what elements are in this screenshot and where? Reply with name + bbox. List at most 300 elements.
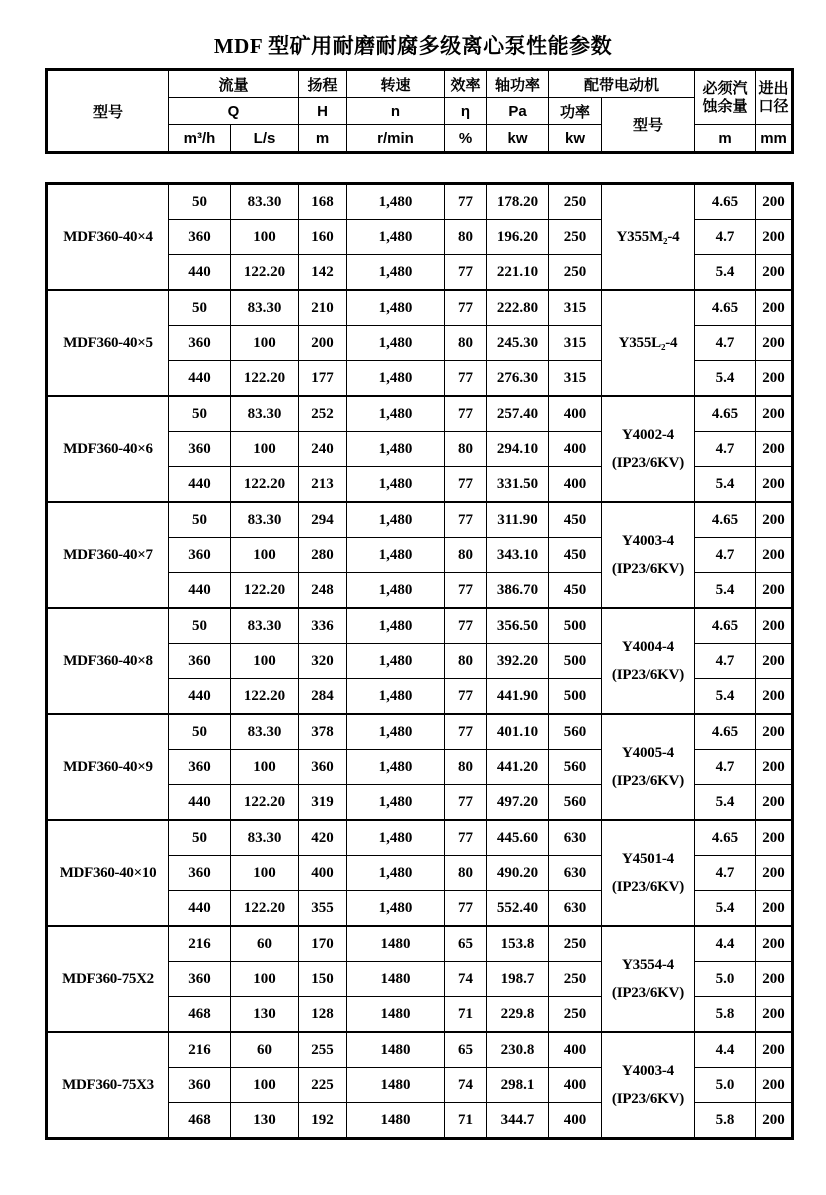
cell-flow-ls: 122.20: [231, 679, 299, 715]
cell-shaft-power: 221.10: [487, 255, 549, 291]
motor-model-line: Y4003-4: [622, 532, 674, 549]
cell-speed: 1,480: [347, 644, 445, 679]
cell-head: 170: [299, 926, 347, 962]
cell-flow-ls: 100: [231, 538, 299, 573]
cell-npsh: 4.7: [695, 644, 756, 679]
motor-model-line: Y4004-4: [622, 638, 674, 655]
cell-motor-power: 250: [549, 255, 602, 291]
cell-shaft-power: 392.20: [487, 644, 549, 679]
cell-shaft-power: 298.1: [487, 1068, 549, 1103]
cell-shaft-power: 198.7: [487, 962, 549, 997]
cell-motor-power: 400: [549, 432, 602, 467]
cell-motor-power: 560: [549, 714, 602, 750]
cell-efficiency: 80: [445, 326, 487, 361]
header-flow-unit-m3h: m³/h: [169, 125, 231, 153]
cell-shaft-power: 331.50: [487, 467, 549, 503]
cell-shaft-power: 230.8: [487, 1032, 549, 1068]
cell-flow-ls: 83.30: [231, 502, 299, 538]
cell-speed: 1,480: [347, 608, 445, 644]
cell-efficiency: 77: [445, 714, 487, 750]
header-port-unit: mm: [756, 125, 793, 153]
motor-model-line: (IP23/6KV): [611, 667, 685, 683]
cell-shaft-power: 222.80: [487, 290, 549, 326]
table-row: [47, 290, 793, 326]
cell-flow-m3h: 468: [169, 997, 231, 1033]
cell-speed: 1,480: [347, 750, 445, 785]
cell-npsh: 5.8: [695, 1103, 756, 1139]
cell-speed: 1,480: [347, 891, 445, 927]
cell-flow-ls: 83.30: [231, 714, 299, 750]
cell-motor-power: 315: [549, 326, 602, 361]
cell-shaft-power: 344.7: [487, 1103, 549, 1139]
cell-motor-power: 250: [549, 184, 602, 220]
cell-flow-m3h: 468: [169, 1103, 231, 1139]
cell-flow-m3h: 50: [169, 608, 231, 644]
cell-flow-m3h: 50: [169, 502, 231, 538]
cell-port-diameter: 200: [756, 891, 793, 927]
cell-shaft-power: 178.20: [487, 184, 549, 220]
cell-head: 210: [299, 290, 347, 326]
cell-motor-power: 560: [549, 785, 602, 821]
motor-model-cell: [602, 396, 695, 502]
motor-model-line: Y4005-4: [622, 744, 674, 761]
cell-port-diameter: 200: [756, 467, 793, 503]
cell-efficiency: 74: [445, 1068, 487, 1103]
header-npsh: [695, 70, 756, 125]
cell-npsh: 4.65: [695, 608, 756, 644]
cell-head: 280: [299, 538, 347, 573]
cell-efficiency: 74: [445, 962, 487, 997]
cell-npsh: 5.4: [695, 785, 756, 821]
cell-efficiency: 77: [445, 573, 487, 609]
cell-efficiency: 80: [445, 220, 487, 255]
motor-model-cell: [602, 926, 695, 1032]
cell-head: 240: [299, 432, 347, 467]
cell-port-diameter: 200: [756, 502, 793, 538]
motor-model-cell: [602, 502, 695, 608]
cell-shaft-power: 356.50: [487, 608, 549, 644]
cell-npsh: 4.65: [695, 184, 756, 220]
cell-head: 225: [299, 1068, 347, 1103]
cell-flow-ls: 83.30: [231, 184, 299, 220]
cell-npsh: 4.7: [695, 856, 756, 891]
cell-npsh: 5.0: [695, 962, 756, 997]
cell-speed: 1,480: [347, 679, 445, 715]
cell-speed: 1,480: [347, 396, 445, 432]
cell-port-diameter: 200: [756, 361, 793, 397]
cell-efficiency: 77: [445, 396, 487, 432]
cell-shaft-power: 153.8: [487, 926, 549, 962]
header-head-unit: m: [299, 125, 347, 153]
cell-shaft-power: 311.90: [487, 502, 549, 538]
cell-port-diameter: 200: [756, 538, 793, 573]
cell-motor-power: 630: [549, 891, 602, 927]
cell-efficiency: 77: [445, 467, 487, 503]
cell-flow-ls: 130: [231, 1103, 299, 1139]
cell-efficiency: 80: [445, 750, 487, 785]
cell-shaft-power: 276.30: [487, 361, 549, 397]
cell-speed: 1,480: [347, 361, 445, 397]
cell-head: 360: [299, 750, 347, 785]
page-title: MDF 型矿用耐磨耐腐多级离心泵性能参数: [213, 34, 613, 58]
cell-head: 320: [299, 644, 347, 679]
table-row: [47, 608, 793, 644]
cell-head: 150: [299, 962, 347, 997]
cell-motor-power: 400: [549, 396, 602, 432]
cell-efficiency: 77: [445, 820, 487, 856]
cell-npsh: 4.7: [695, 326, 756, 361]
cell-speed: 1,480: [347, 220, 445, 255]
cell-port-diameter: 200: [756, 679, 793, 715]
cell-efficiency: 80: [445, 432, 487, 467]
motor-model-line: (IP23/6KV): [611, 773, 685, 789]
cell-flow-ls: 100: [231, 432, 299, 467]
cell-shaft-power: 552.40: [487, 891, 549, 927]
motor-model-cell: [602, 184, 695, 291]
cell-npsh: 4.7: [695, 432, 756, 467]
cell-npsh: 4.65: [695, 290, 756, 326]
cell-motor-power: 400: [549, 1068, 602, 1103]
cell-flow-ls: 100: [231, 750, 299, 785]
cell-motor-power: 315: [549, 290, 602, 326]
header-flow-symbol: Q: [169, 98, 299, 125]
cell-flow-m3h: 440: [169, 891, 231, 927]
cell-npsh: 4.7: [695, 750, 756, 785]
cell-npsh: 4.7: [695, 538, 756, 573]
cell-motor-power: 560: [549, 750, 602, 785]
cell-speed: 1480: [347, 1103, 445, 1139]
motor-model-cell: [602, 820, 695, 926]
cell-port-diameter: 200: [756, 290, 793, 326]
cell-efficiency: 80: [445, 538, 487, 573]
header-port-diameter: [756, 70, 793, 125]
table-row: [47, 184, 793, 220]
header-efficiency-symbol: η: [445, 98, 487, 125]
cell-flow-m3h: 50: [169, 820, 231, 856]
header-row-1: [47, 70, 793, 98]
cell-flow-m3h: 360: [169, 326, 231, 361]
cell-efficiency: 71: [445, 1103, 487, 1139]
cell-flow-ls: 122.20: [231, 891, 299, 927]
cell-head: 177: [299, 361, 347, 397]
cell-flow-ls: 122.20: [231, 255, 299, 291]
table-row: [47, 714, 793, 750]
cell-flow-m3h: 360: [169, 856, 231, 891]
pump-model-cell: MDF360-40×6: [47, 396, 169, 502]
cell-flow-m3h: 50: [169, 184, 231, 220]
pump-model-cell: MDF360-40×10: [47, 820, 169, 926]
cell-head: 200: [299, 326, 347, 361]
cell-head: 142: [299, 255, 347, 291]
cell-port-diameter: 200: [756, 608, 793, 644]
header-motor: 配带电动机: [549, 70, 695, 98]
cell-port-diameter: 200: [756, 573, 793, 609]
cell-flow-ls: 122.20: [231, 785, 299, 821]
cell-npsh: 5.4: [695, 361, 756, 397]
cell-shaft-power: 245.30: [487, 326, 549, 361]
cell-port-diameter: 200: [756, 432, 793, 467]
cell-npsh: 4.65: [695, 502, 756, 538]
header-table: [45, 68, 794, 154]
cell-shaft-power: 196.20: [487, 220, 549, 255]
header-flow-unit-ls: L/s: [231, 125, 299, 153]
cell-flow-ls: 83.30: [231, 608, 299, 644]
motor-model-line: (IP23/6KV): [611, 985, 685, 1001]
cell-flow-ls: 100: [231, 220, 299, 255]
cell-npsh: 5.4: [695, 573, 756, 609]
pump-model-cell: MDF360-75X2: [47, 926, 169, 1032]
cell-flow-m3h: 50: [169, 714, 231, 750]
motor-model-line: (IP23/6KV): [611, 1091, 685, 1107]
cell-npsh: 5.4: [695, 467, 756, 503]
header-motor-power-unit: kw: [549, 125, 602, 153]
header-motor-model: 型号: [602, 98, 695, 153]
header-speed: 转速: [347, 70, 445, 98]
cell-head: 319: [299, 785, 347, 821]
cell-shaft-power: 490.20: [487, 856, 549, 891]
cell-efficiency: 77: [445, 184, 487, 220]
cell-speed: 1480: [347, 926, 445, 962]
cell-port-diameter: 200: [756, 856, 793, 891]
cell-flow-m3h: 440: [169, 573, 231, 609]
cell-flow-m3h: 360: [169, 538, 231, 573]
pump-model-cell: MDF360-40×5: [47, 290, 169, 396]
cell-motor-power: 450: [549, 538, 602, 573]
cell-npsh: 5.4: [695, 679, 756, 715]
cell-port-diameter: 200: [756, 1103, 793, 1139]
cell-npsh: 5.4: [695, 255, 756, 291]
cell-motor-power: 630: [549, 820, 602, 856]
motor-model-line: Y3554-4: [622, 956, 674, 973]
cell-port-diameter: 200: [756, 820, 793, 856]
cell-port-diameter: 200: [756, 714, 793, 750]
header-shaft-power: 轴功率: [487, 70, 549, 98]
cell-flow-ls: 122.20: [231, 361, 299, 397]
cell-speed: 1480: [347, 1032, 445, 1068]
cell-flow-m3h: 360: [169, 432, 231, 467]
cell-shaft-power: 441.90: [487, 679, 549, 715]
cell-speed: 1480: [347, 962, 445, 997]
cell-head: 400: [299, 856, 347, 891]
header-motor-power: 功率: [549, 98, 602, 125]
cell-port-diameter: 200: [756, 220, 793, 255]
cell-flow-ls: 100: [231, 326, 299, 361]
cell-head: 294: [299, 502, 347, 538]
cell-shaft-power: 294.10: [487, 432, 549, 467]
cell-npsh: 4.65: [695, 396, 756, 432]
cell-npsh: 4.4: [695, 1032, 756, 1068]
cell-flow-m3h: 50: [169, 396, 231, 432]
header-efficiency-unit: %: [445, 125, 487, 153]
cell-npsh: 4.65: [695, 714, 756, 750]
cell-flow-m3h: 50: [169, 290, 231, 326]
cell-head: 420: [299, 820, 347, 856]
cell-head: 378: [299, 714, 347, 750]
cell-flow-ls: 122.20: [231, 467, 299, 503]
motor-model-cell: [602, 608, 695, 714]
motor-model-line: Y4003-4: [622, 1062, 674, 1079]
motor-model-line: Y4501-4: [622, 850, 674, 867]
cell-shaft-power: 445.60: [487, 820, 549, 856]
cell-head: 248: [299, 573, 347, 609]
motor-model-line: Y355M₂-4: [616, 228, 680, 245]
cell-flow-m3h: 440: [169, 785, 231, 821]
cell-speed: 1,480: [347, 184, 445, 220]
cell-motor-power: 250: [549, 962, 602, 997]
cell-flow-ls: 100: [231, 644, 299, 679]
cell-npsh: 4.7: [695, 220, 756, 255]
cell-head: 128: [299, 997, 347, 1033]
cell-flow-ls: 60: [231, 1032, 299, 1068]
cell-efficiency: 65: [445, 1032, 487, 1068]
header-npsh-unit: m: [695, 125, 756, 153]
cell-port-diameter: 200: [756, 644, 793, 679]
pump-model-cell: MDF360-40×7: [47, 502, 169, 608]
cell-efficiency: 77: [445, 502, 487, 538]
motor-model-cell: [602, 1032, 695, 1139]
cell-motor-power: 400: [549, 1103, 602, 1139]
cell-npsh: 4.65: [695, 820, 756, 856]
cell-motor-power: 450: [549, 573, 602, 609]
cell-flow-m3h: 216: [169, 1032, 231, 1068]
cell-port-diameter: 200: [756, 962, 793, 997]
cell-flow-m3h: 440: [169, 467, 231, 503]
cell-motor-power: 500: [549, 679, 602, 715]
cell-speed: 1,480: [347, 467, 445, 503]
cell-shaft-power: 497.20: [487, 785, 549, 821]
cell-npsh: 5.8: [695, 997, 756, 1033]
cell-efficiency: 77: [445, 785, 487, 821]
cell-motor-power: 400: [549, 1032, 602, 1068]
pump-model-cell: MDF360-40×4: [47, 184, 169, 291]
cell-port-diameter: 200: [756, 396, 793, 432]
cell-efficiency: 77: [445, 608, 487, 644]
cell-speed: 1,480: [347, 856, 445, 891]
cell-motor-power: 315: [549, 361, 602, 397]
cell-shaft-power: 229.8: [487, 997, 549, 1033]
cell-efficiency: 77: [445, 891, 487, 927]
cell-npsh: 4.4: [695, 926, 756, 962]
cell-speed: 1,480: [347, 432, 445, 467]
cell-flow-ls: 100: [231, 962, 299, 997]
header-port-line1: 进出: [758, 80, 789, 98]
cell-speed: 1,480: [347, 820, 445, 856]
cell-flow-m3h: 360: [169, 1068, 231, 1103]
cell-efficiency: 77: [445, 679, 487, 715]
motor-model-line: Y355L₂-4: [618, 334, 678, 351]
cell-port-diameter: 200: [756, 1032, 793, 1068]
cell-head: 252: [299, 396, 347, 432]
cell-speed: 1,480: [347, 290, 445, 326]
table-row: [47, 1032, 793, 1068]
cell-flow-m3h: 440: [169, 361, 231, 397]
cell-motor-power: 250: [549, 997, 602, 1033]
cell-npsh: 5.4: [695, 891, 756, 927]
cell-flow-ls: 122.20: [231, 573, 299, 609]
header-speed-symbol: n: [347, 98, 445, 125]
cell-flow-m3h: 360: [169, 962, 231, 997]
header-flow: 流量: [169, 70, 299, 98]
cell-npsh: 5.0: [695, 1068, 756, 1103]
cell-speed: 1,480: [347, 785, 445, 821]
cell-speed: 1,480: [347, 255, 445, 291]
cell-efficiency: 77: [445, 255, 487, 291]
cell-flow-ls: 130: [231, 997, 299, 1033]
cell-flow-ls: 100: [231, 1068, 299, 1103]
pump-model-cell: MDF360-75X3: [47, 1032, 169, 1139]
cell-flow-m3h: 440: [169, 255, 231, 291]
cell-efficiency: 65: [445, 926, 487, 962]
cell-head: 168: [299, 184, 347, 220]
cell-motor-power: 400: [549, 467, 602, 503]
cell-speed: 1480: [347, 1068, 445, 1103]
cell-shaft-power: 441.20: [487, 750, 549, 785]
motor-model-cell: [602, 714, 695, 820]
motor-model-line: (IP23/6KV): [611, 561, 685, 577]
cell-flow-ls: 60: [231, 926, 299, 962]
table-row: [47, 396, 793, 432]
table-row: [47, 926, 793, 962]
cell-motor-power: 630: [549, 856, 602, 891]
header-head-symbol: H: [299, 98, 347, 125]
header-shaft-power-symbol: Pa: [487, 98, 549, 125]
header-head: 扬程: [299, 70, 347, 98]
cell-speed: 1,480: [347, 502, 445, 538]
cell-speed: 1,480: [347, 714, 445, 750]
cell-head: 213: [299, 467, 347, 503]
cell-flow-ls: 83.30: [231, 820, 299, 856]
header-port-line2: 口径: [758, 97, 789, 115]
table-row: [47, 820, 793, 856]
cell-motor-power: 450: [549, 502, 602, 538]
cell-efficiency: 71: [445, 997, 487, 1033]
cell-port-diameter: 200: [756, 326, 793, 361]
cell-head: 355: [299, 891, 347, 927]
header-speed-unit: r/min: [347, 125, 445, 153]
header-pump-model: 型号: [47, 70, 169, 153]
cell-shaft-power: 401.10: [487, 714, 549, 750]
pump-model-cell: MDF360-40×9: [47, 714, 169, 820]
cell-port-diameter: 200: [756, 1068, 793, 1103]
cell-efficiency: 77: [445, 361, 487, 397]
cell-port-diameter: 200: [756, 255, 793, 291]
cell-speed: 1,480: [347, 573, 445, 609]
cell-motor-power: 500: [549, 608, 602, 644]
cell-efficiency: 77: [445, 290, 487, 326]
cell-port-diameter: 200: [756, 184, 793, 220]
cell-shaft-power: 343.10: [487, 538, 549, 573]
cell-motor-power: 250: [549, 926, 602, 962]
cell-head: 192: [299, 1103, 347, 1139]
data-table: [45, 182, 794, 1140]
body-rows: [47, 184, 793, 1139]
cell-shaft-power: 257.40: [487, 396, 549, 432]
cell-efficiency: 80: [445, 644, 487, 679]
cell-flow-m3h: 360: [169, 750, 231, 785]
cell-flow-m3h: 216: [169, 926, 231, 962]
cell-speed: 1480: [347, 997, 445, 1033]
header-efficiency: 效率: [445, 70, 487, 98]
motor-model-cell: [602, 290, 695, 396]
cell-flow-m3h: 360: [169, 220, 231, 255]
cell-head: 255: [299, 1032, 347, 1068]
cell-speed: 1,480: [347, 538, 445, 573]
cell-motor-power: 250: [549, 220, 602, 255]
cell-head: 284: [299, 679, 347, 715]
table-row: [47, 502, 793, 538]
cell-port-diameter: 200: [756, 785, 793, 821]
cell-head: 336: [299, 608, 347, 644]
